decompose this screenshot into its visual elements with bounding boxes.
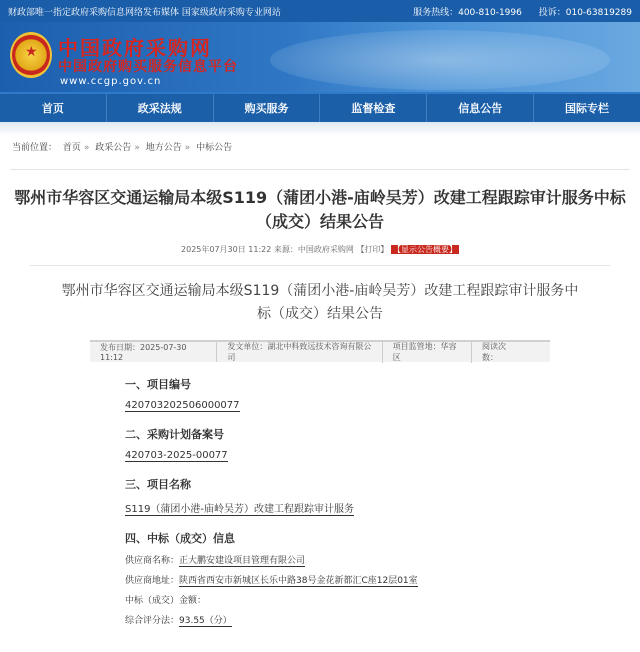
announcement-content <box>30 265 610 626</box>
nav-supervision[interactable]: 监督检查 <box>320 94 427 122</box>
main-nav <box>0 92 640 122</box>
score-row: 综合评分法：93.55（分） <box>125 616 232 626</box>
publish-date: 2025年07月30日 11:22 <box>181 245 272 254</box>
score-value: 93.55（分） <box>179 616 232 626</box>
supplier-address: 陕西省西安市新城区长乐中路38号金花新都汇C座12层01室 <box>179 576 418 586</box>
project-number: 420703202506000077 <box>125 400 240 411</box>
info-views: 阅读次数： <box>482 342 507 362</box>
amount-label: 中标（成交）金额： <box>125 596 207 606</box>
info-publisher: 发文单位：湖北中科致远技术咨询有限公司 <box>227 341 382 363</box>
section-award-info: 四、中标（成交）信息 <box>125 532 235 545</box>
address-row: 供应商地址：陕西省西安市新城区长乐中路38号金花新都汇C座12层01室 <box>125 576 418 586</box>
service-hotline: 服务热线：400-810-1996 <box>413 7 522 18</box>
section-plan-number: 二、采购计划备案号 <box>125 428 224 441</box>
site-slogan: 财政部唯一指定政府采购信息网络发布媒体 国家级政府采购专业网站 <box>8 7 281 18</box>
amount-row <box>125 593 515 606</box>
supplier-row: 供应商名称：正大鹏安建设项目管理有限公司 <box>125 556 306 566</box>
nav-home[interactable]: 首页 <box>0 94 107 122</box>
info-bar <box>90 340 550 362</box>
breadcrumb-local[interactable]: 地方公告 <box>145 143 182 153</box>
source: 来源：中国政府采购网 <box>273 245 354 254</box>
nav-purchase-services[interactable]: 购买服务 <box>214 94 321 122</box>
show-summary-button[interactable]: 【显示公告概要】 <box>392 245 457 254</box>
breadcrumb: 当前位置： 首页 » 政采公告 » 地方公告 » 中标公告 <box>12 143 233 153</box>
nav-regulations[interactable]: 政采法规 <box>107 94 214 122</box>
site-name[interactable]: 中国政府采购网 <box>58 36 212 60</box>
content-title: 鄂州市华容区交通运输局本级S119（蒲团小港-庙岭吴芳）改建工程跟踪审计服务中标（成交）结果公告 <box>61 283 579 322</box>
breadcrumb-home[interactable]: 首页 <box>62 143 81 153</box>
article-meta <box>0 244 640 255</box>
project-name: S119（蒲团小港-庙岭吴芳）改建工程跟踪审计服务 <box>125 500 354 516</box>
print-link[interactable]: 【打印】 <box>356 245 389 254</box>
site-header <box>0 22 640 92</box>
page-title: 鄂州市华容区交通运输局本级S119（蒲团小港-庙岭吴芳）改建工程跟踪审计服务中标（成交）结果公告 <box>10 169 630 234</box>
section-project-name: 三、项目名称 <box>125 478 191 491</box>
top-bar <box>0 0 640 22</box>
nav-international[interactable]: 国际专栏 <box>565 102 610 115</box>
plan-number: 420703-2025-00077 <box>125 450 228 461</box>
complaint-hotline: 投诉：010-63819289 <box>538 7 632 18</box>
site-subtitle: 中国政府购买服务信息平台 <box>58 59 238 75</box>
national-emblem-icon <box>10 32 52 78</box>
breadcrumb-announcements[interactable]: 政采公告 <box>95 143 132 153</box>
info-region: 项目监管地：华容区 <box>393 341 472 363</box>
info-publish-time: 发布日期：2025-07-30 11:12 <box>100 342 217 362</box>
supplier-name: 正大鹏安建设项目管理有限公司 <box>179 556 306 566</box>
breadcrumb-award[interactable]: 中标公告 <box>196 143 233 153</box>
section-project-number: 一、项目编号 <box>125 378 191 391</box>
nav-announcements[interactable]: 信息公告 <box>427 94 534 122</box>
site-url: www.ccgp.gov.cn <box>60 76 162 87</box>
